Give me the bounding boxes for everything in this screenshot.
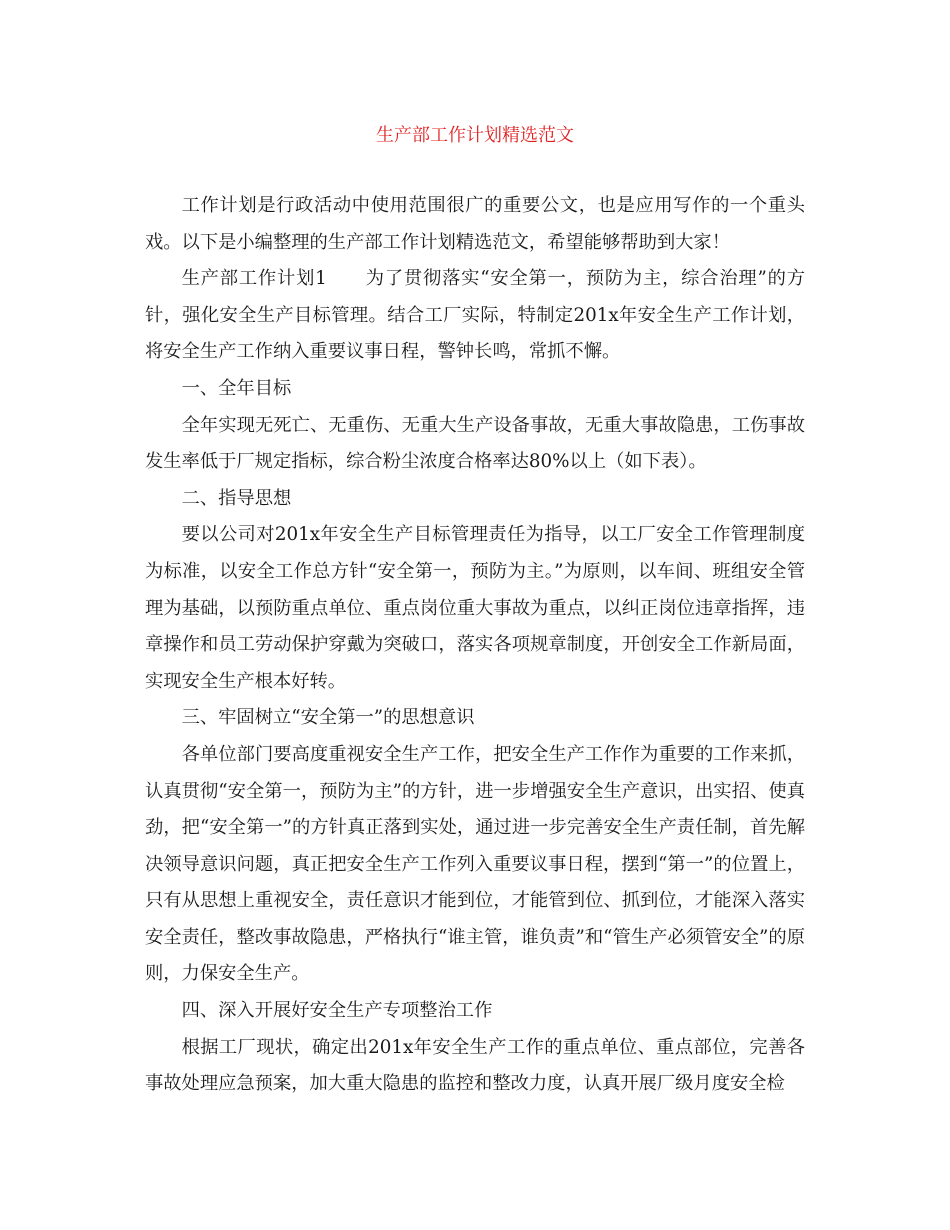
section-heading-special-rectification: 四、深入开展好安全生产专项整治工作 (181, 1000, 493, 1022)
safety-awareness-paragraph: 各单位部门要高度重视安全生产工作，把安全生产工作作为重要的工作来抓，认真贯彻“安全第一，预防为主”的方针，进一步增强安全生产意识，出实招、使真劲，把“安全第一”的方针真正落到实处，通过进一步完善安全生产责任制，首先解决领导意识问题，真正把安全生产工作列入重要议事日程，摆到“第一”的位置上，只有从思想上重视安全，责任意识才能到位，才能管到位、抓到位，才能深入落实安全责任，整改事故隐患，严格执行“谁主管，谁负责”和“管生产必须管安全”的原则，力保安全生产。 (145, 743, 805, 985)
guiding-thought-paragraph: 要以公司对201x年安全生产目标管理责任为指导，以工厂安全工作管理制度为标准，以安全工作总方针“安全第一，预防为主。”为原则，以车间、班组安全管理为基础，以预防重点单位、重点岗位重大事故为重点，以纠正岗位违章指挥，违章操作和员工劳动保护穿戴为突破口，落实各项规章制度，开创安全工作新局面，实现安全生产根本好转。 (145, 524, 805, 692)
annual-goal-paragraph: 全年实现无死亡、无重伤、无重大生产设备事故，无重大事故隐患，工伤事故发生率低于厂规定指标，综合粉尘浓度合格率达80%以上（如下表）。 (145, 414, 805, 473)
plan-intro-paragraph: 生产部工作计划1 为了贯彻落实“安全第一，预防为主，综合治理”的方针，强化安全生产目标管理。结合工厂实际，特制定201x年安全生产工作计划，将安全生产工作纳入重要议事日程，警钟长鸣，常抓不懈。 (145, 268, 805, 363)
intro-paragraph: 工作计划是行政活动中使用范围很广的重要公文，也是应用写作的一个重头戏。以下是小编整理的生产部工作计划精选范文，希望能够帮助到大家！ (145, 195, 805, 253)
document-body (145, 188, 805, 1103)
section-heading-guiding-thought: 二、指导思想 (181, 487, 292, 509)
section-heading-safety-awareness: 三、牢固树立“安全第一”的思想意识 (181, 707, 475, 729)
special-rectification-paragraph: 根据工厂现状，确定出201x年安全生产工作的重点单位、重点部位，完善各事故处理应急预案，加大重大隐患的监控和整改力度，认真开展厂级月度安全检 (145, 1036, 805, 1095)
section-heading-annual-goal: 一、全年目标 (181, 377, 292, 399)
document-title: 生产部工作计划精选范文 (376, 125, 574, 146)
